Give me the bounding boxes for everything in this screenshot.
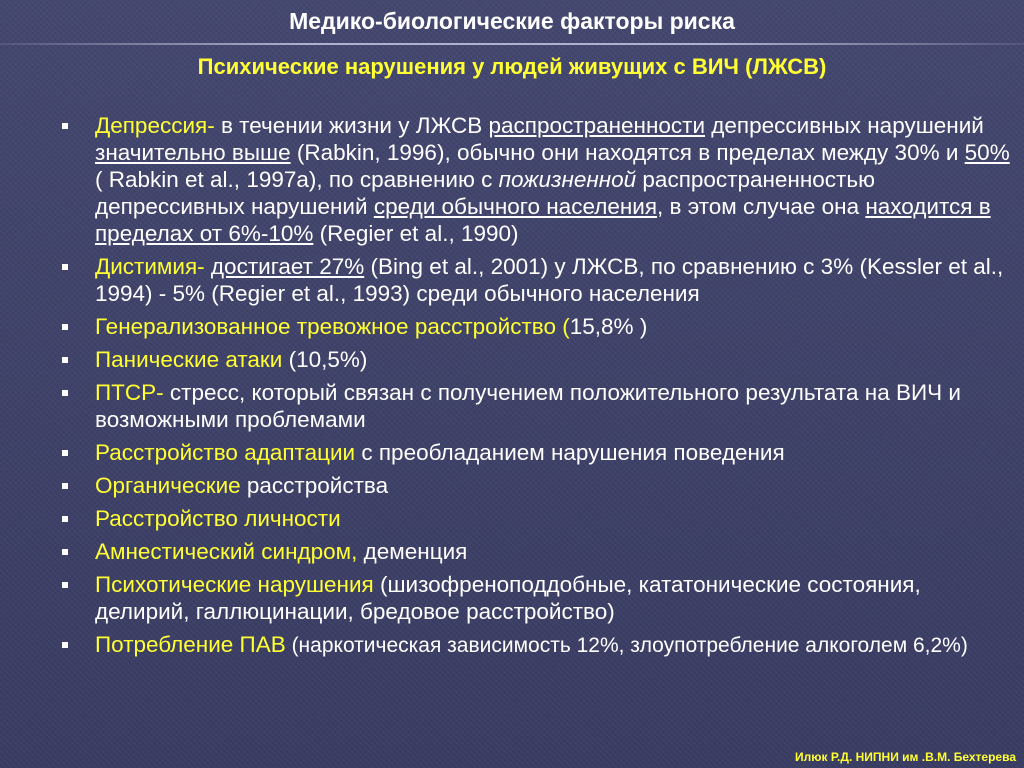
list-item-dysthymia <box>60 253 1015 307</box>
item-text-underlined: находится в пределах от 6%-10% <box>95 194 991 246</box>
list-item-amnestic <box>60 538 1015 565</box>
list-item-panic <box>60 346 1015 373</box>
bullet-icon <box>62 516 68 522</box>
bullet-icon <box>62 642 68 648</box>
item-text-underlined: достигает 27% <box>210 254 365 279</box>
item-text-italic: пожизненной <box>498 167 637 192</box>
item-text: в течении жизни у ЛЖСВ <box>214 113 489 138</box>
bullet-icon <box>62 324 68 330</box>
item-text: (10,5%) <box>282 347 368 372</box>
item-text: расстройства <box>240 473 389 498</box>
list-item-depression <box>60 112 1015 247</box>
bullet-icon <box>62 549 68 555</box>
item-text-underlined: значительно выше <box>95 140 291 165</box>
item-term: Депрессия- <box>95 113 215 138</box>
item-text-underlined: среди обычного населения <box>373 194 658 219</box>
item-term: Психотические нарушения <box>95 572 374 597</box>
item-term: ПТСР- <box>95 380 164 405</box>
item-term: Потребление ПАВ <box>95 632 286 657</box>
item-text: (Rabkin, 1996), обычно они находятся в пределах между 30% и <box>290 140 965 165</box>
item-text: стресс, который связан с получением положительного результата на ВИЧ и возможными проблемами <box>95 380 961 432</box>
list-item-substance <box>60 631 1015 659</box>
list-item-organic <box>60 472 1015 499</box>
item-text: (наркотическая зависимость 12%, злоупотребление алкоголем 6,2%) <box>285 634 968 657</box>
footer-credit: Илюк Р.Д. НИПНИ им .В.М. Бехтерева <box>795 750 1016 764</box>
list-item-psychotic <box>60 571 1015 625</box>
item-text-underlined: распространенности <box>488 113 706 138</box>
item-text: (Bing et al., 2001) у ЛЖСВ, по сравнению с 3% (Kessler et al., 1994) - 5% (Regier et al., 1993) среди обычного населения <box>95 254 1004 306</box>
item-term: Генерализованное тревожное расстройство ( <box>95 314 570 339</box>
item-term: Дистимия- <box>95 254 205 279</box>
list-item-anxiety <box>60 313 1015 340</box>
item-text: распространенностью депрессивных нарушений <box>95 167 875 219</box>
bullet-list <box>60 112 1015 665</box>
item-text: ( Rabkin et al., 1997a), по сравнению с <box>95 167 499 192</box>
bullet-icon <box>62 483 68 489</box>
item-text: деменция <box>357 539 468 564</box>
item-text: депрессивных нарушений <box>705 113 984 138</box>
slide-title: Медико-биологические факторы риска <box>289 8 735 34</box>
bullet-icon <box>62 582 68 588</box>
bullet-icon <box>62 264 68 270</box>
bullet-icon <box>62 390 68 396</box>
item-term: Панические атаки <box>95 347 283 372</box>
list-item-personality <box>60 505 1015 532</box>
bullet-icon <box>62 357 68 363</box>
list-item-adjustment <box>60 439 1015 466</box>
item-term: Амнестический синдром, <box>95 539 358 564</box>
item-term: Расстройство адаптации <box>95 440 356 465</box>
item-text-underlined: 50% <box>964 140 1010 165</box>
item-text: , в этом случае она <box>657 194 866 219</box>
title-divider <box>0 43 1024 45</box>
item-text: 15,8% ) <box>569 314 648 339</box>
item-term: Органические <box>95 473 241 498</box>
bullet-icon <box>62 450 68 456</box>
list-item-ptsd <box>60 379 1015 433</box>
item-text: (Regier et al., 1990) <box>313 221 519 246</box>
item-text: с преобладанием нарушения поведения <box>355 440 785 465</box>
bullet-icon <box>62 123 68 129</box>
item-text: (шизофреноподдобные, кататонические состояния, делирий, галлюцинации, бредовое расстройство) <box>95 572 921 624</box>
slide-subtitle: Психические нарушения у людей живущих с ВИЧ (ЛЖСВ) <box>197 54 827 79</box>
item-term: Расстройство личности <box>95 506 341 531</box>
